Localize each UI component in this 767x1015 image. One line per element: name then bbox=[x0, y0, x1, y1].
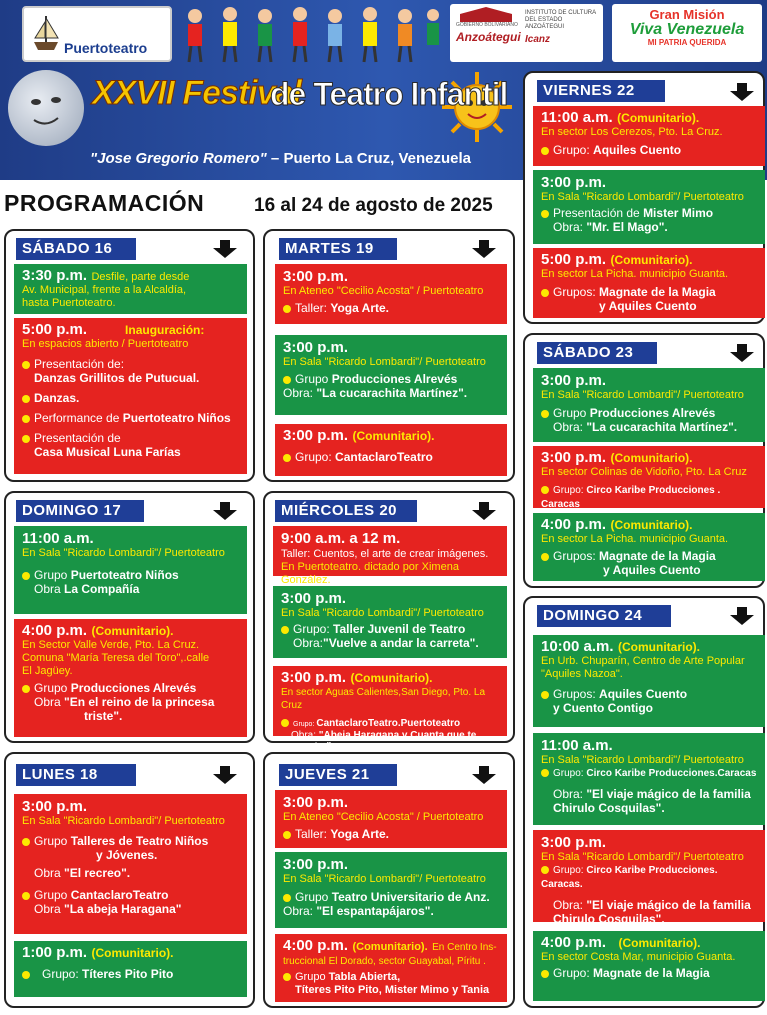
event-slot bbox=[273, 526, 507, 586]
event-slot bbox=[14, 941, 247, 997]
event-time: 5:00 p.m. bbox=[541, 251, 607, 268]
day-card-domingo-24 bbox=[523, 596, 765, 1008]
bullet-icon bbox=[541, 970, 549, 978]
bullet-icon bbox=[283, 376, 291, 384]
bullet-icon bbox=[22, 395, 30, 403]
bullet-icon bbox=[283, 831, 291, 839]
event-play: "Mr. El Mago". bbox=[586, 220, 668, 234]
event-detail: Obra: bbox=[553, 220, 587, 234]
event-place: En Ateneo "Cecilio Acosta" / Puertoteatro bbox=[283, 285, 484, 297]
event-place: En Centro Ins- bbox=[432, 942, 497, 953]
event-slot bbox=[275, 852, 507, 928]
event-time: 3:00 p.m. bbox=[541, 449, 607, 466]
event-slot bbox=[533, 446, 765, 508]
event-detail: Obra: bbox=[283, 904, 317, 918]
event-group: CantaclaroTeatro bbox=[70, 888, 169, 902]
event-place: En sector Aguas Calientes,San Diego, Pto. La Cruz bbox=[281, 687, 486, 711]
event-place: Comuna "María Teresa del Toro",.calle bbox=[22, 652, 210, 664]
event-slot bbox=[275, 264, 507, 324]
event-group: y Cuento Contigo bbox=[553, 701, 653, 715]
event-slot bbox=[14, 526, 247, 614]
event-detail: Obra: bbox=[291, 730, 319, 741]
event-detail: Grupo bbox=[34, 834, 71, 848]
event-play: triste". bbox=[84, 709, 123, 723]
event-detail: Grupo: bbox=[553, 966, 594, 980]
event-group: Tabla Abierta, bbox=[328, 971, 401, 983]
bullet-icon bbox=[22, 415, 30, 423]
event-detail: Av. Municipal, frente a la Alcaldía, bbox=[22, 284, 187, 296]
day-heading: SÁBADO 16 bbox=[16, 238, 136, 260]
event-detail: Taller: bbox=[295, 301, 331, 315]
bullet-icon bbox=[283, 305, 291, 313]
event-detail: Presentación de bbox=[34, 431, 121, 445]
day-heading: SÁBADO 23 bbox=[537, 342, 657, 364]
event-group: Yoga Arte. bbox=[330, 301, 390, 315]
event-slot bbox=[14, 264, 247, 314]
event-place: En sector Los Cerezos, Pto. La Cruz. bbox=[541, 126, 723, 138]
event-time: 4:00 p.m. bbox=[283, 937, 349, 954]
event-detail: Grupo: bbox=[553, 143, 594, 157]
event-detail: Obra: bbox=[553, 787, 587, 801]
event-group: Magnate de la Magia bbox=[599, 285, 716, 299]
event-detail: Obra bbox=[34, 866, 65, 880]
day-heading: MARTES 19 bbox=[279, 238, 397, 260]
event-group: Magnate de la Magia bbox=[593, 966, 710, 980]
event-slot bbox=[533, 733, 765, 825]
bullet-icon bbox=[541, 769, 549, 777]
event-time: 11:00 a.m. bbox=[541, 109, 613, 126]
arrow-down-icon bbox=[471, 766, 497, 784]
gov-small-label: GOBIERNO BOLIVARIANO bbox=[456, 22, 518, 28]
event-time: 10:00 a.m. bbox=[541, 638, 614, 655]
event-group: Títeres Pito Pito, Mister Mimo y Tania bbox=[295, 984, 490, 996]
event-detail: Grupo bbox=[34, 681, 71, 695]
event-detail: Taller: bbox=[295, 827, 331, 841]
puertoteatro-logo bbox=[22, 6, 172, 62]
event-time: 3:00 p.m. bbox=[283, 794, 349, 811]
event-slot bbox=[533, 830, 765, 926]
event-place: En Ateneo "Cecilio Acosta" / Puertoteatro bbox=[283, 811, 484, 823]
bullet-icon bbox=[281, 719, 289, 727]
event-detail: Grupo bbox=[295, 971, 329, 983]
logo-label: Puertoteatro bbox=[64, 40, 148, 56]
event-place: En Sala "Ricardo Lombardi"/ Puertoteatro bbox=[541, 389, 744, 401]
event-group: Puertoteatro Niños bbox=[70, 568, 179, 582]
event-place: En Puertoteatro. dictado por Ximena González. bbox=[281, 561, 459, 586]
event-detail: Obra bbox=[34, 582, 65, 596]
event-play: Chirulo Cosquilas". bbox=[553, 801, 665, 815]
event-slot bbox=[533, 635, 765, 727]
bullet-icon bbox=[22, 361, 30, 369]
festival-title-part1: XXVII Festival bbox=[92, 74, 301, 112]
bullet-icon bbox=[541, 553, 549, 561]
event-time: 4:00 p.m. bbox=[541, 934, 607, 951]
event-place: En sector Costa Mar, municipio Guanta. bbox=[541, 951, 736, 963]
arrow-down-icon bbox=[212, 502, 238, 520]
event-group: Producciones Alrevés bbox=[331, 372, 458, 386]
event-detail: Grupo bbox=[295, 372, 332, 386]
event-tag: (Comunitario). bbox=[610, 518, 693, 532]
event-detail: Grupo: bbox=[42, 967, 83, 981]
event-play: "El viaje mágico de la familia bbox=[586, 898, 751, 912]
festival-dates: 16 al 24 de agosto de 2025 bbox=[254, 195, 493, 216]
event-group: Danzas Grillitos de Putucual. bbox=[34, 371, 200, 385]
gran-mision-line3: MI PATRIA QUERIDA bbox=[647, 38, 727, 47]
event-slot bbox=[273, 586, 507, 658]
event-slot bbox=[14, 318, 247, 474]
day-card-miercoles-20 bbox=[263, 491, 515, 752]
event-time: 3:00 p.m. bbox=[283, 339, 349, 356]
bullet-icon bbox=[22, 971, 30, 979]
event-play: "La abeja Haragana" bbox=[64, 902, 182, 916]
event-place: En Sala "Ricardo Lombardi"/ Puertoteatro bbox=[22, 547, 225, 559]
festival-subtitle bbox=[90, 150, 471, 167]
event-group: Yoga Arte. bbox=[330, 827, 390, 841]
subtitle-name: "Jose Gregorio Romero" bbox=[90, 150, 267, 167]
event-time: 3:00 p.m. bbox=[541, 834, 607, 851]
bullet-icon bbox=[541, 210, 549, 218]
event-detail: Grupo: bbox=[295, 450, 336, 464]
bullet-icon bbox=[283, 894, 291, 902]
event-slot bbox=[14, 619, 247, 737]
event-tag: (Comunitario). bbox=[352, 941, 428, 953]
bullet-icon bbox=[541, 410, 549, 418]
event-slot bbox=[275, 934, 507, 1002]
event-detail: Grupos: bbox=[553, 285, 600, 299]
event-time: 11:00 a.m. bbox=[22, 530, 94, 547]
event-time: 3:00 p.m. bbox=[541, 174, 607, 191]
event-group: Aquiles Cuento bbox=[593, 143, 682, 157]
event-detail: Obra bbox=[34, 902, 65, 916]
event-group: Aquiles Cuento bbox=[599, 687, 688, 701]
event-play: "El viaje mágico de la familia bbox=[586, 787, 751, 801]
arrow-down-icon bbox=[471, 502, 497, 520]
event-slot bbox=[533, 170, 765, 244]
event-time: 3:00 p.m. bbox=[281, 590, 347, 607]
event-place: En Sala "Ricardo Lombardi"/ Puertoteatro bbox=[283, 873, 486, 885]
arrow-down-icon bbox=[471, 240, 497, 258]
programacion-heading: PROGRAMACIÓN bbox=[4, 190, 205, 216]
event-group: Circo Karibe Producciones.Caracas bbox=[586, 768, 757, 779]
event-tag: (Comunitario). bbox=[617, 111, 700, 125]
day-heading: JUEVES 21 bbox=[279, 764, 397, 786]
gobierno-anzoategui-logo bbox=[450, 4, 603, 62]
event-place: En Sector Valle Verde, Pto. La Cruz. bbox=[22, 639, 200, 651]
event-place: En sector La Picha. municipio Guanta. bbox=[541, 268, 729, 280]
event-tag: (Comunitario). bbox=[618, 640, 700, 654]
day-card-lunes-18 bbox=[4, 752, 255, 1008]
arrow-down-icon bbox=[212, 240, 238, 258]
event-detail: Obra bbox=[34, 695, 65, 709]
arrow-down-icon bbox=[729, 83, 755, 101]
event-place: "Aquiles Nazoa". bbox=[541, 668, 623, 680]
day-card-domingo-17 bbox=[4, 491, 255, 743]
event-group: Magnate de la Magia bbox=[599, 549, 716, 563]
event-group: Puertoteatro Niños bbox=[122, 411, 231, 425]
day-card-viernes-22 bbox=[523, 71, 765, 324]
arrow-down-icon bbox=[212, 766, 238, 784]
bullet-icon bbox=[541, 691, 549, 699]
event-time: 3:00 p.m. bbox=[283, 268, 349, 285]
bullet-icon bbox=[283, 454, 291, 462]
children-illustration-icon bbox=[175, 2, 445, 64]
bullet-icon bbox=[283, 973, 291, 981]
event-tag: (Comunitario). bbox=[618, 936, 701, 950]
event-place: El Jagüey. bbox=[22, 665, 73, 677]
event-detail: Grupo: bbox=[553, 865, 587, 876]
event-group: Taller Juvenil de Teatro bbox=[333, 622, 466, 636]
day-heading: DOMINGO 24 bbox=[537, 605, 671, 627]
bullet-icon bbox=[541, 486, 549, 494]
event-tag: (Comunitario). bbox=[91, 946, 174, 960]
event-place: En Sala "Ricardo Lombardi"/ Puertoteatro bbox=[283, 356, 486, 368]
day-heading: VIERNES 22 bbox=[537, 80, 665, 102]
event-group: CantaclaroTeatro.Puertoteatro bbox=[316, 718, 461, 729]
event-time: 3:00 p.m. bbox=[283, 856, 349, 873]
event-detail: Grupo: bbox=[293, 721, 317, 728]
ship-icon bbox=[30, 12, 62, 54]
event-time: 9:00 a.m. a 12 m. bbox=[281, 530, 401, 547]
gov-name: Anzoátegui bbox=[456, 30, 521, 44]
event-detail: Presentación de bbox=[553, 206, 644, 220]
event-tag: (Comunitario). bbox=[350, 671, 433, 685]
event-detail: Taller: Cuentos, el arte de crear imágenes. bbox=[281, 548, 489, 560]
bullet-icon bbox=[22, 435, 30, 443]
event-detail: Presentación de: bbox=[34, 357, 125, 371]
event-detail: Grupo bbox=[34, 568, 71, 582]
event-slot bbox=[275, 790, 507, 848]
event-slot bbox=[533, 106, 765, 166]
event-group: y Jóvenes. bbox=[96, 848, 158, 862]
event-time: 11:00 a.m. bbox=[541, 737, 613, 754]
event-tag: (Comunitario). bbox=[610, 451, 693, 465]
arrow-down-icon bbox=[729, 344, 755, 362]
event-time: 3:00 p.m. bbox=[281, 669, 347, 686]
event-slot bbox=[533, 931, 765, 1001]
bullet-icon bbox=[22, 838, 30, 846]
gran-mision-logo bbox=[612, 4, 762, 62]
event-time: 5:00 p.m. bbox=[22, 321, 88, 338]
event-place: En Sala "Ricardo Lombardi"/ Puertoteatro bbox=[541, 191, 744, 203]
event-detail: Obra: bbox=[283, 386, 317, 400]
event-play: "En el reino de la princesa bbox=[64, 695, 215, 709]
event-group: Títeres Pito Pito bbox=[82, 967, 174, 981]
event-time: 4:00 p.m. bbox=[22, 622, 88, 639]
event-group: Circo Karibe Producciones. Caracas. bbox=[541, 865, 718, 890]
event-detail: Grupos: bbox=[553, 549, 600, 563]
event-time: 3:00 p.m. bbox=[541, 372, 607, 389]
event-play: La Compañía bbox=[64, 582, 140, 596]
event-play: "Vuelve a andar la carreta". bbox=[323, 636, 479, 650]
event-slot bbox=[14, 794, 247, 934]
event-play: "La cucarachita Martínez". bbox=[586, 420, 738, 434]
event-place: En sector Colinas de Vidoño, Pto. La Cruz bbox=[541, 466, 747, 478]
bullet-icon bbox=[281, 626, 289, 634]
bullet-icon bbox=[541, 289, 549, 297]
day-heading: DOMINGO 17 bbox=[16, 500, 144, 522]
subtitle-place: – Puerto La Cruz, Venezuela bbox=[266, 150, 471, 167]
event-tag: (Comunitario). bbox=[610, 253, 693, 267]
event-place: En espacios abierto / Puertoteatro bbox=[22, 338, 189, 350]
event-group: Talleres de Teatro Niños bbox=[70, 834, 209, 848]
event-place: En sector La Picha. municipio Guanta. bbox=[541, 533, 729, 545]
event-play: "La cucarachita Martínez". bbox=[316, 386, 468, 400]
arrow-down-icon bbox=[729, 607, 755, 625]
event-slot bbox=[533, 513, 765, 581]
event-tag: Inauguración: bbox=[125, 323, 205, 337]
gran-mision-line2: Viva Venezuela bbox=[629, 21, 745, 38]
event-play: "Abeja Haragana y Cuanta que te cuento " bbox=[291, 730, 477, 752]
gov-institute: INSTITUTO DE CULTURA DEL ESTADO ANZOÁTEGUI bbox=[525, 10, 596, 30]
event-slot bbox=[275, 424, 507, 476]
bullet-icon bbox=[22, 572, 30, 580]
gov-acronym: Icanz bbox=[525, 34, 551, 45]
day-heading: MIÉRCOLES 20 bbox=[275, 500, 417, 522]
event-slot bbox=[533, 248, 765, 318]
event-detail: Desfile, parte desde bbox=[91, 271, 190, 283]
bullet-icon bbox=[22, 685, 30, 693]
bullet-icon bbox=[541, 147, 549, 155]
event-group: Teatro Universitario de Anz. bbox=[331, 890, 490, 904]
event-detail: hasta Puertoteatro. bbox=[22, 297, 116, 309]
event-place: En Sala "Ricardo Lombardi"/ Puertoteatro bbox=[541, 754, 744, 766]
day-card-jueves-21 bbox=[263, 752, 515, 1008]
event-slot bbox=[275, 335, 507, 415]
event-detail: Grupo: bbox=[553, 485, 587, 496]
event-time: 3:30 p.m. bbox=[22, 267, 88, 284]
event-detail: Grupo bbox=[34, 888, 71, 902]
event-place: truccional El Dorado, sector Guayabal, Píritu . bbox=[283, 956, 486, 967]
event-group: Producciones Alrevés bbox=[70, 681, 197, 695]
event-place: En Sala "Ricardo Lombardi"/ Puertoteatro bbox=[281, 607, 484, 619]
event-detail: Obra: bbox=[293, 636, 324, 650]
day-card-martes-19 bbox=[263, 229, 515, 482]
event-play: Chirulo Cosquilas". bbox=[553, 912, 665, 926]
bullet-icon bbox=[22, 892, 30, 900]
event-detail: Obra: bbox=[553, 898, 587, 912]
event-time: 3:00 p.m. bbox=[22, 798, 88, 815]
gran-mision-line1: Gran Misión bbox=[649, 7, 725, 22]
event-detail: Grupo bbox=[295, 890, 332, 904]
event-detail: Grupo bbox=[553, 406, 590, 420]
event-slot bbox=[273, 666, 507, 752]
event-place: En Sala "Ricardo Lombardi"/ Puertoteatro bbox=[541, 851, 744, 863]
festival-title-part2: de Teatro Infantil bbox=[270, 76, 508, 112]
event-place: En Urb. Chuparín, Centro de Arte Popular bbox=[541, 655, 745, 667]
event-play: "El recreo". bbox=[64, 866, 131, 880]
event-group: CantaclaroTeatro bbox=[335, 450, 433, 464]
event-detail: Obra: bbox=[553, 420, 587, 434]
event-detail: Grupo: bbox=[553, 768, 587, 779]
event-group: Producciones Alrevés bbox=[589, 406, 716, 420]
event-time: 4:00 p.m. bbox=[541, 516, 607, 533]
event-detail: Grupos: bbox=[553, 687, 600, 701]
event-slot bbox=[533, 368, 765, 442]
day-heading: LUNES 18 bbox=[16, 764, 136, 786]
event-tag: (Comunitario). bbox=[352, 429, 435, 443]
moon-icon bbox=[8, 70, 84, 146]
event-group: Danzas. bbox=[34, 391, 80, 405]
event-detail: Grupo: bbox=[293, 622, 334, 636]
bullet-icon bbox=[541, 866, 549, 874]
event-time: 3:00 p.m. bbox=[283, 427, 349, 444]
event-place: En Sala "Ricardo Lombardi"/ Puertoteatro bbox=[22, 815, 225, 827]
event-group: Mister Mimo bbox=[643, 206, 714, 220]
day-card-sabado-23 bbox=[523, 333, 765, 588]
day-card-sabado-16 bbox=[4, 229, 255, 482]
event-group: Circo Karibe Producciones . Caracas bbox=[541, 485, 721, 510]
event-time: 1:00 p.m. bbox=[22, 944, 88, 961]
event-play: "El espantapájaros". bbox=[316, 904, 434, 918]
event-detail: Performance de bbox=[34, 411, 123, 425]
event-group: Casa Musical Luna Farías bbox=[34, 445, 181, 459]
event-group: y Aquiles Cuento bbox=[603, 563, 701, 577]
event-tag: (Comunitario). bbox=[91, 624, 174, 638]
event-group: y Aquiles Cuento bbox=[599, 299, 697, 313]
